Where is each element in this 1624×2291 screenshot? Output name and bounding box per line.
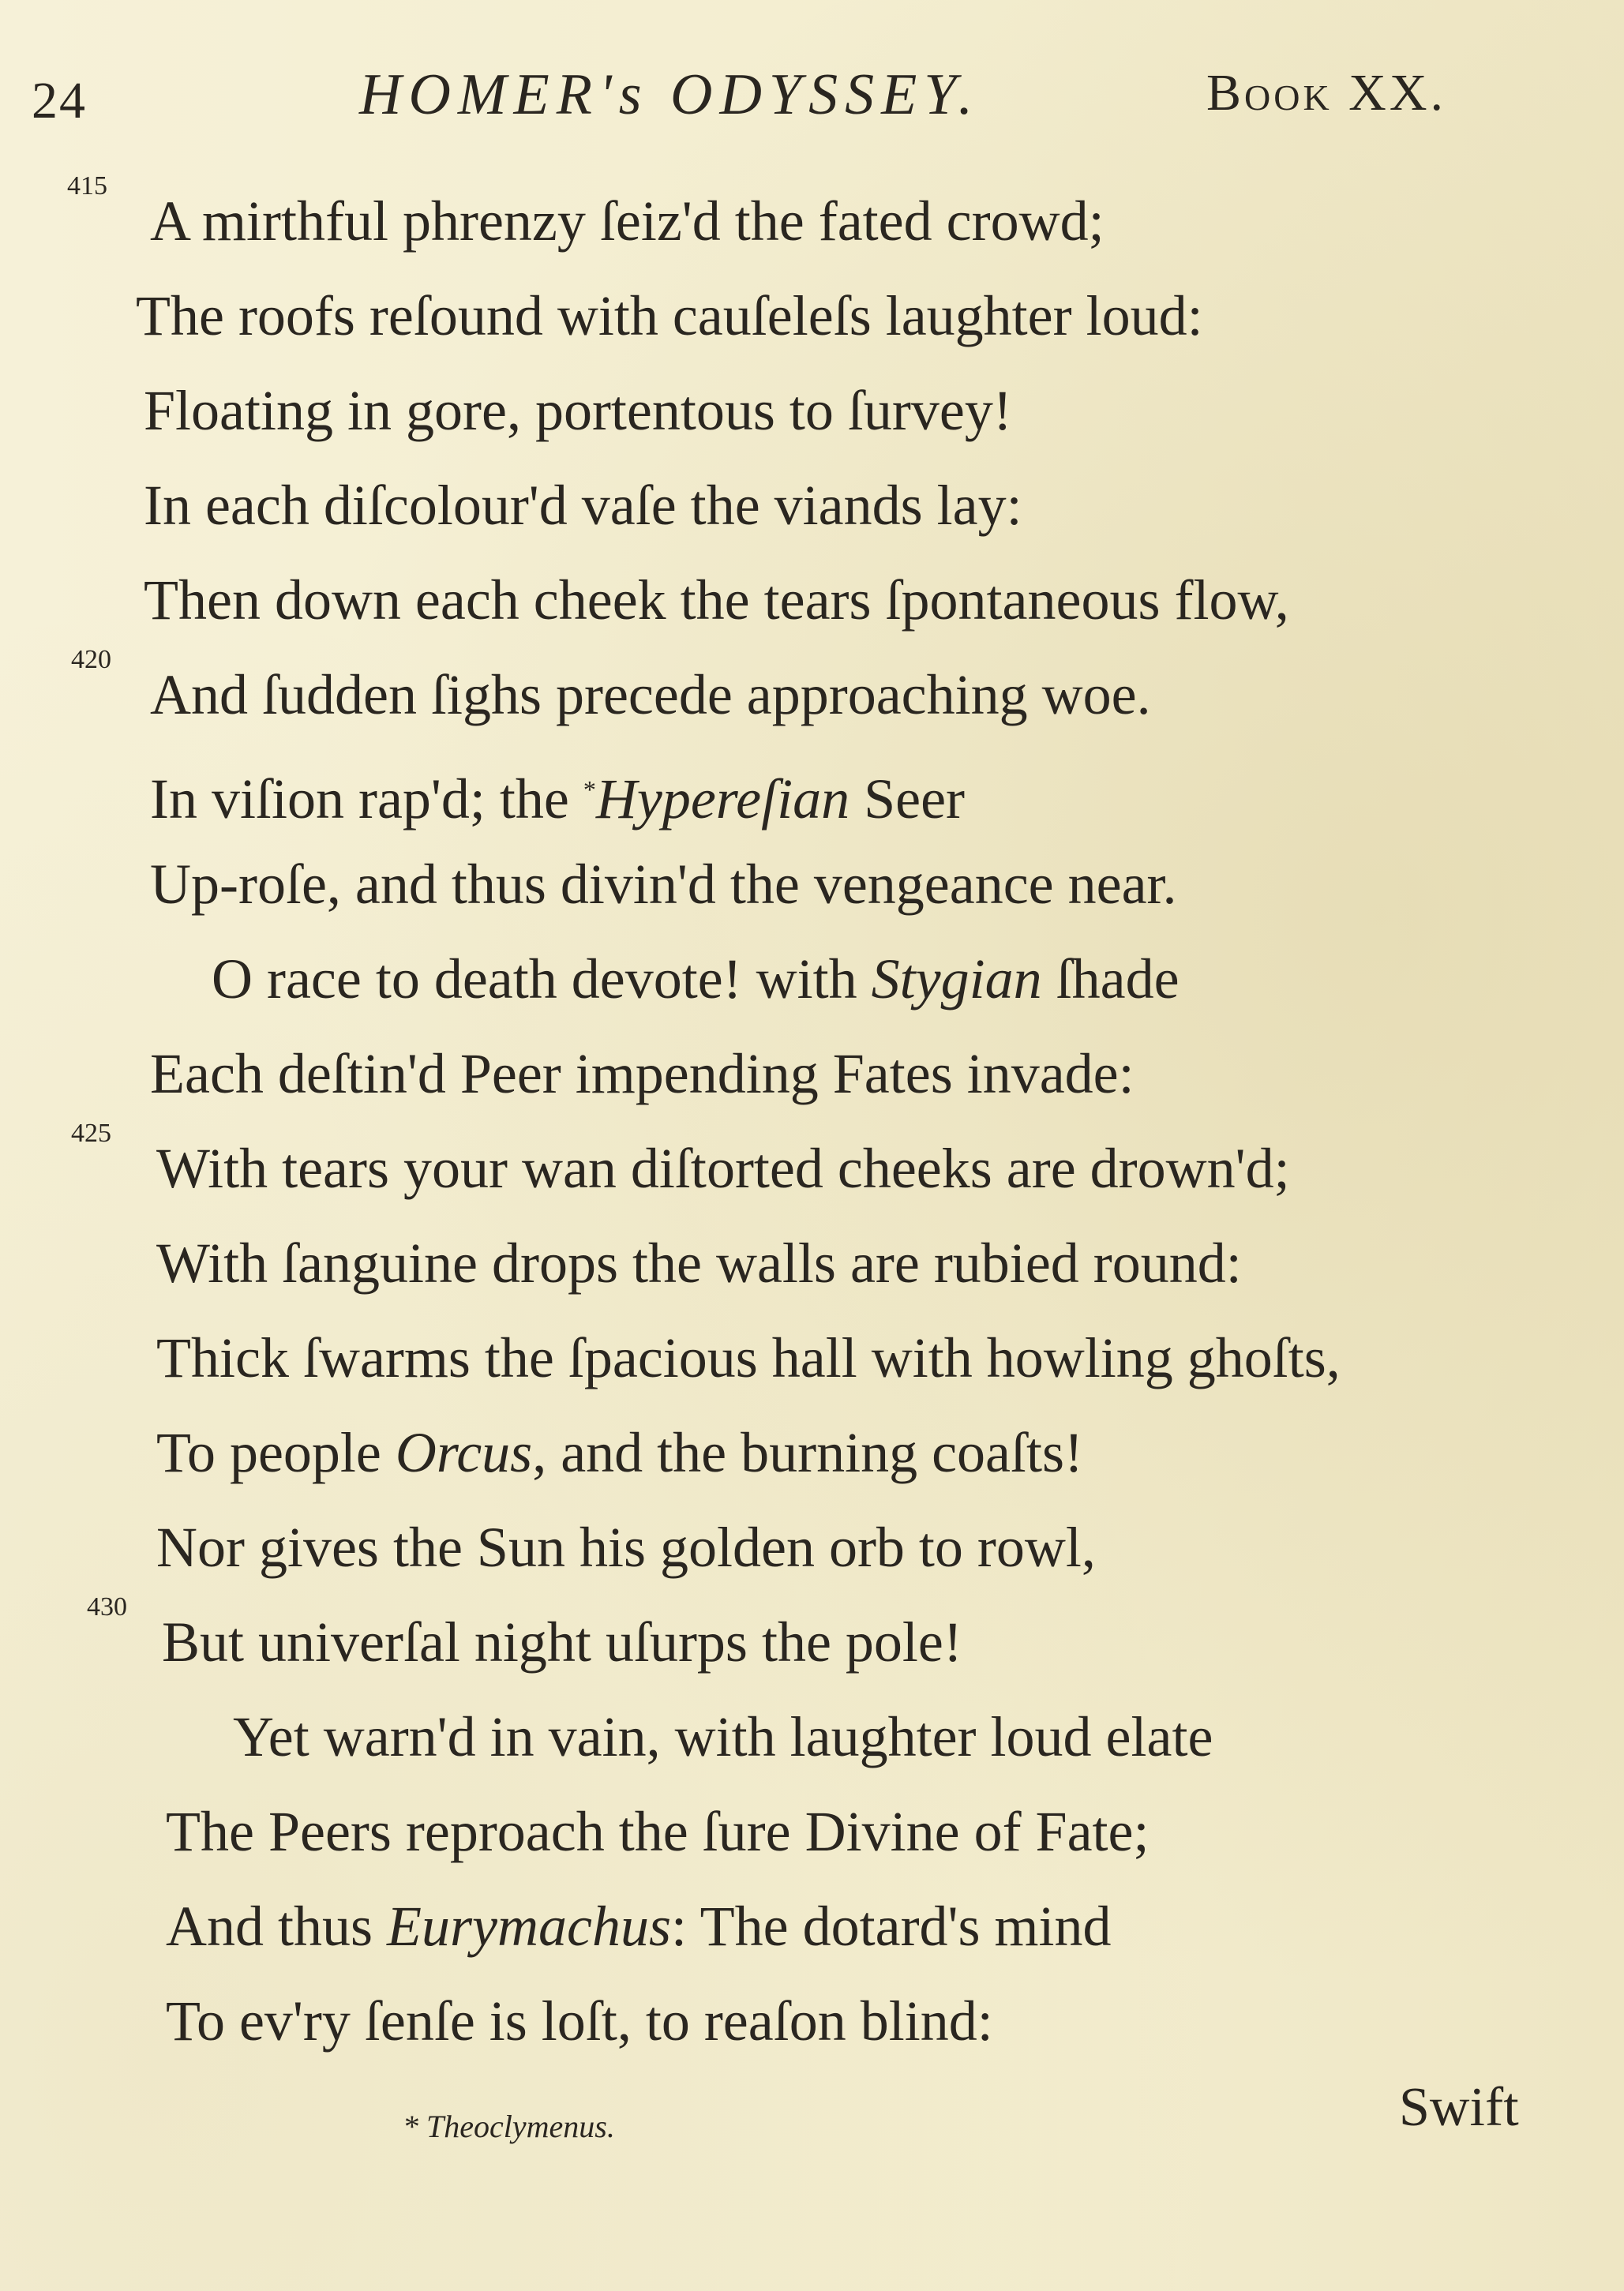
verse-line xyxy=(156,1216,1242,1310)
verse-text: With tears your wan diſtorted cheeks are drown'd; xyxy=(156,1137,1290,1200)
line-number: 415 xyxy=(67,171,107,201)
verse-line xyxy=(71,645,1151,742)
verse-line xyxy=(150,1026,1135,1121)
verse-italic: Orcus xyxy=(395,1421,533,1484)
verse-text-start: And thus xyxy=(166,1895,388,1958)
verse-line xyxy=(71,1119,1290,1216)
verse-text: Thick ſwarms the ſpacious hall with howling ghoſts, xyxy=(156,1326,1341,1389)
footnote: * Theoclymenus. xyxy=(403,2109,615,2144)
verse-text-end: , and the burning coaſts! xyxy=(532,1421,1084,1484)
verse-text: Each deſtin'd Peer impending Fates invade: xyxy=(150,1042,1135,1105)
verse-text: Yet warn'd in vain, with laughter loud elate xyxy=(233,1705,1213,1768)
verse-text: The Peers reproach the ſure Divine of Fate; xyxy=(166,1800,1150,1863)
verse-line xyxy=(233,1689,1213,1784)
verse-line xyxy=(87,1592,962,1689)
verse-text: With ſanguine drops the walls are rubied round: xyxy=(156,1232,1242,1295)
running-title: HOMER's ODYSSEY. xyxy=(359,62,981,127)
verse-line xyxy=(156,1500,1096,1595)
line-number: 430 xyxy=(87,1592,127,1622)
page-header xyxy=(0,55,1624,142)
verse-italic: Eurymachus xyxy=(387,1895,671,1958)
verse-text-start: To people xyxy=(156,1421,396,1484)
footnote-marker: * xyxy=(583,775,596,804)
verse-line xyxy=(144,363,1012,458)
verse-line xyxy=(166,1879,1112,1974)
catchword: Swift xyxy=(1399,2077,1519,2138)
page-number: 24 xyxy=(32,72,87,129)
verse-text: Up-roſe, and thus divin'd the vengeance near. xyxy=(150,853,1177,916)
verse-line xyxy=(144,553,1289,647)
verse-text: Floating in gore, portentous to ſurvey! xyxy=(144,379,1012,442)
line-number: 420 xyxy=(71,645,111,674)
verse-italic: Stygian xyxy=(871,947,1042,1011)
verse-text: And ſudden ſighs precede approaching woe. xyxy=(150,663,1151,726)
verse-text: But univerſal night uſurps the pole! xyxy=(162,1610,962,1674)
book-label: Book XX. xyxy=(1206,64,1447,122)
verse-line xyxy=(156,1310,1341,1405)
verse-line xyxy=(150,837,1177,932)
verse-italic: Hypereſian xyxy=(595,767,850,831)
verse-text: To ev'ry ſenſe is loſt, to reaſon blind: xyxy=(166,1989,993,2053)
verse-text: In each diſcolour'd vaſe the viands lay: xyxy=(144,474,1022,537)
verse-text-end: ſhade xyxy=(1041,947,1180,1011)
verse-text: Nor gives the Sun his golden orb to rowl, xyxy=(156,1516,1096,1579)
verse-text: A mirthful phrenzy ſeiz'd the fated crowd; xyxy=(150,189,1105,253)
verse-text: Then down each cheek the tears ſpontaneous flow, xyxy=(144,568,1289,632)
verse-text-end: : The dotard's mind xyxy=(670,1895,1112,1958)
verse-text-start: O race to death devote! with xyxy=(212,947,872,1011)
verse-line xyxy=(144,458,1022,553)
verse-line xyxy=(166,1974,993,2068)
verse-line xyxy=(136,268,1203,363)
verse-text-end: Seer xyxy=(850,767,966,831)
verse-line xyxy=(150,742,965,837)
line-number: 425 xyxy=(71,1119,111,1148)
verse-line xyxy=(156,1405,1083,1500)
verse-line xyxy=(166,1784,1150,1879)
verse-text-start: In viſion rap'd; the xyxy=(150,767,583,831)
verse-text: The roofs reſound with cauſeleſs laughter loud: xyxy=(136,284,1203,347)
verse-line xyxy=(67,171,1105,268)
verse-line xyxy=(212,932,1180,1026)
